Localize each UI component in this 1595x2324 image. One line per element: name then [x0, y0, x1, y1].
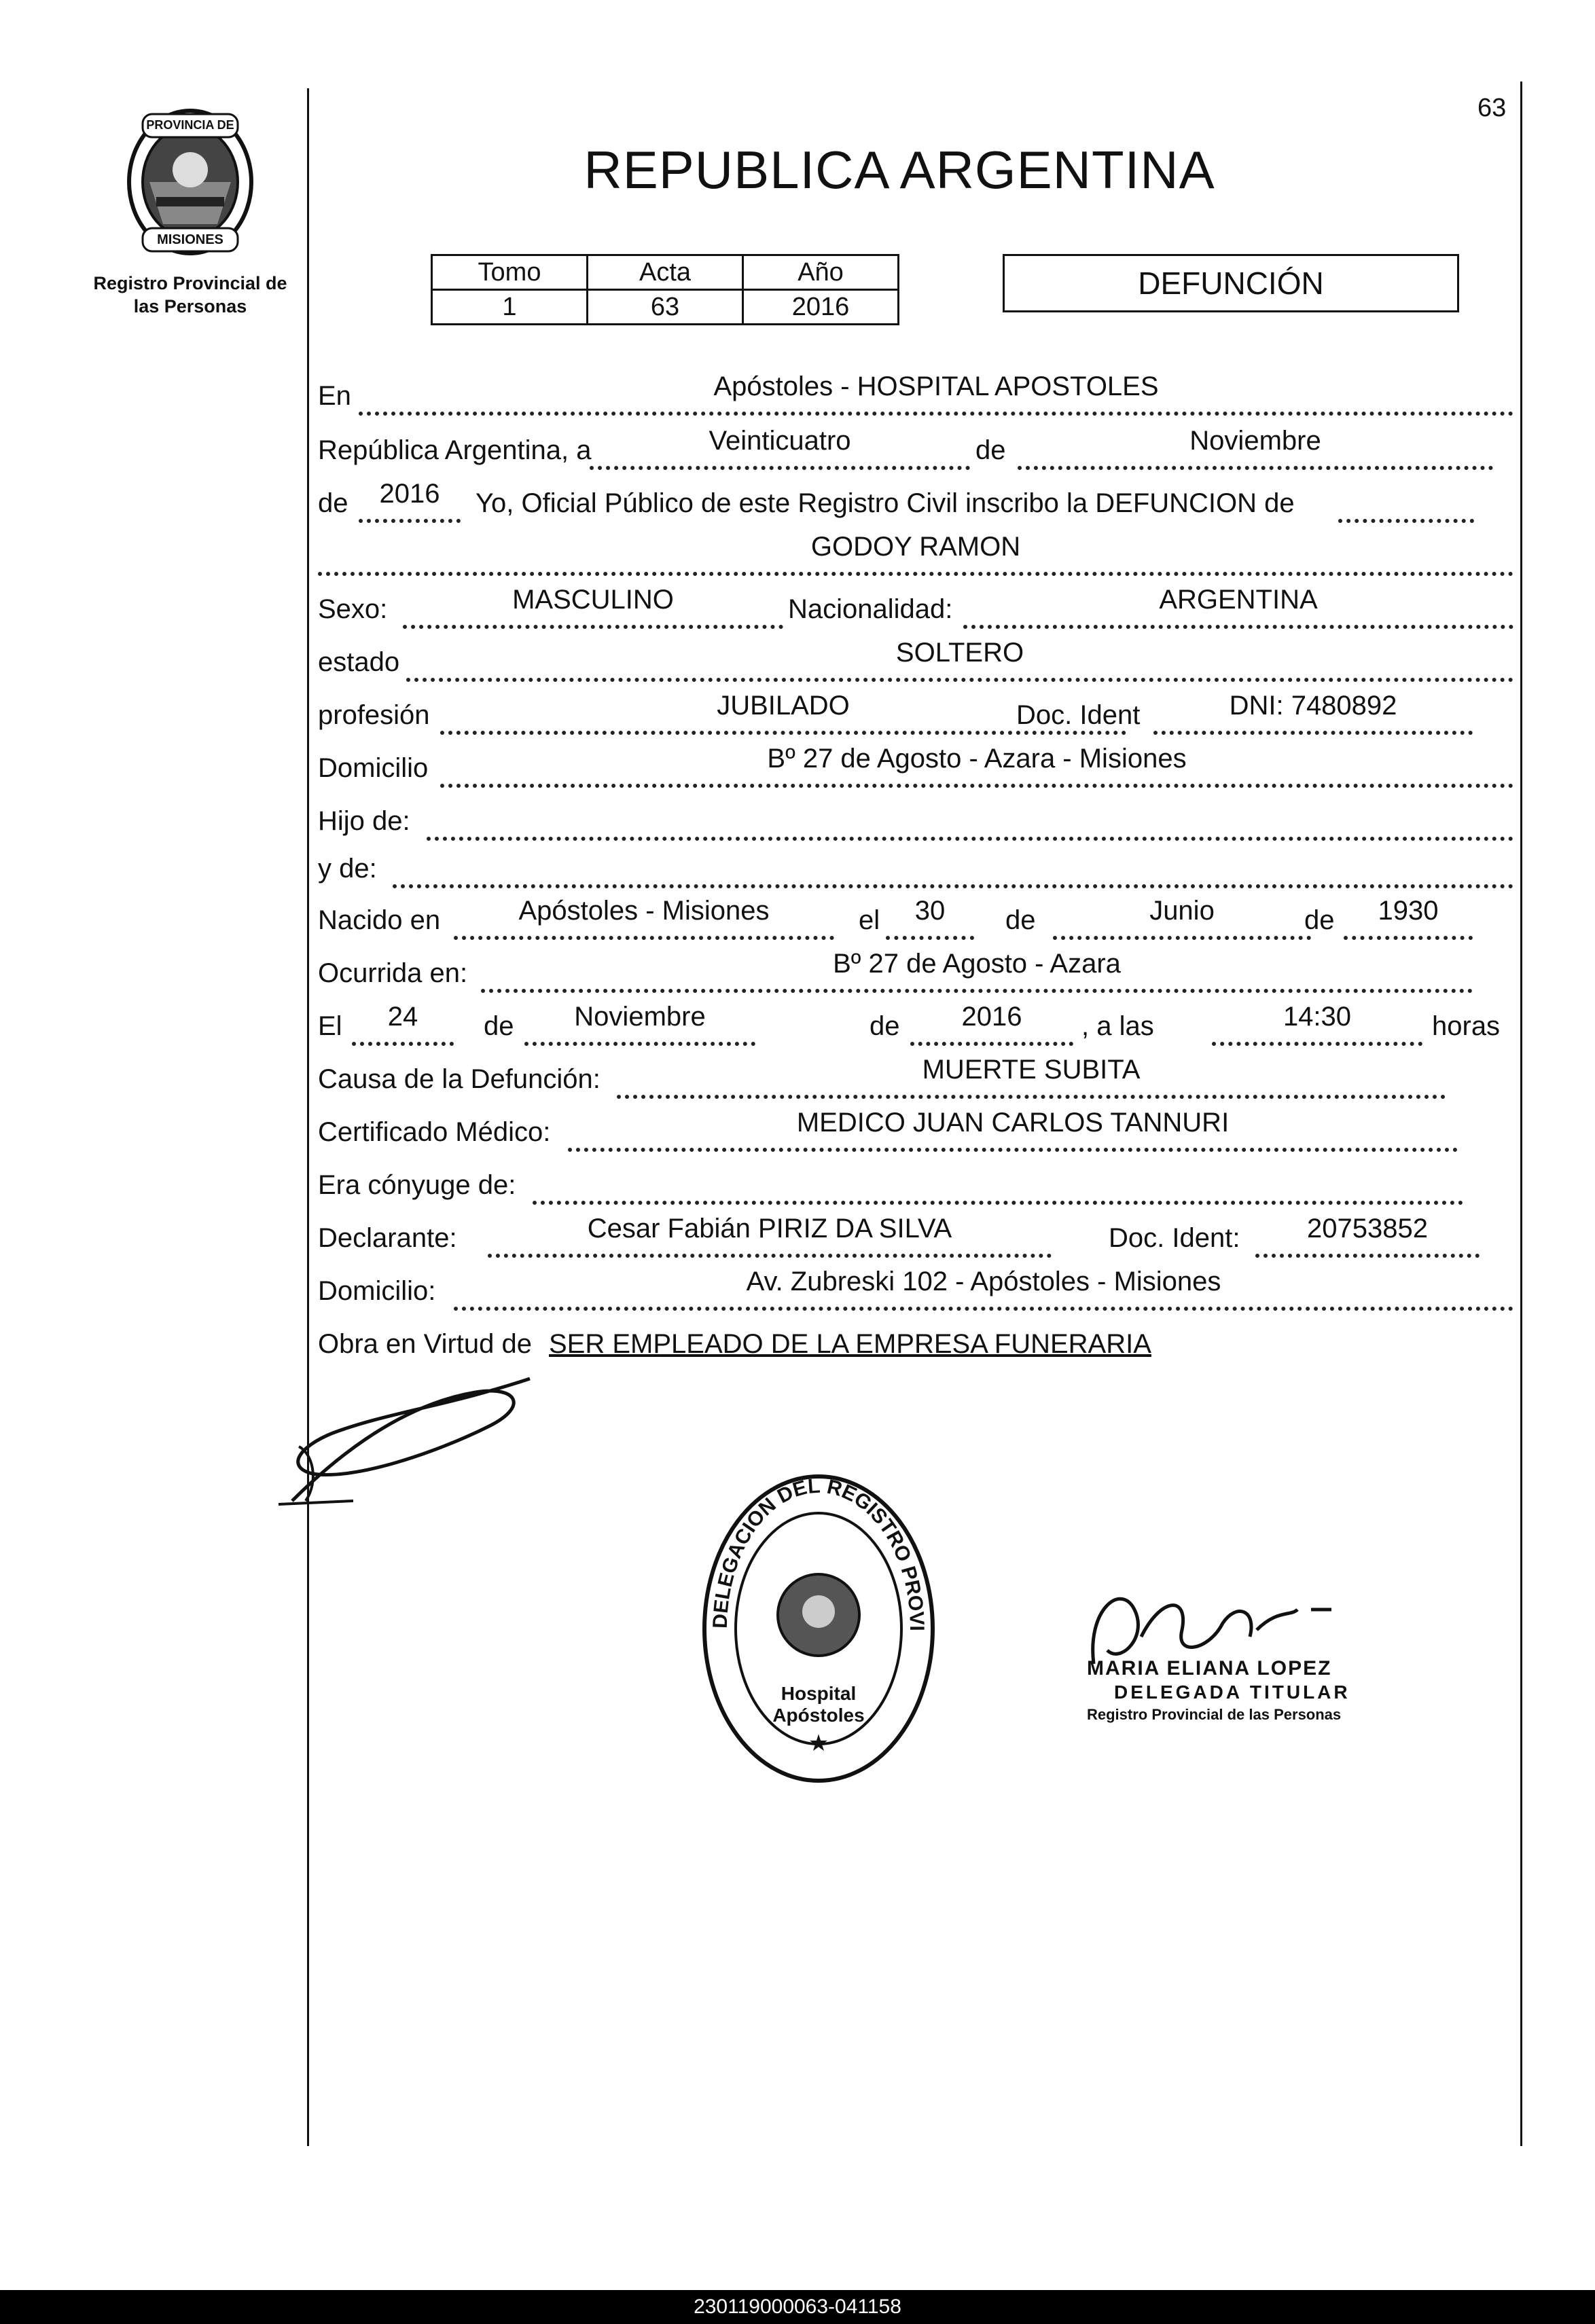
- sexo-field: [403, 587, 783, 629]
- obra-value: SER EMPLEADO DE LA EMPRESA FUNERARIA: [549, 1329, 1151, 1359]
- year-field: [359, 481, 461, 523]
- sexo-label: Sexo:: [318, 594, 388, 624]
- stamp-inner-text: Hospital Apóstoles: [772, 1683, 865, 1726]
- certificado-field: [568, 1110, 1458, 1152]
- el-label: El: [318, 1011, 342, 1041]
- row-sexo: [318, 587, 1513, 629]
- year-value: 2016: [379, 479, 440, 509]
- estado-field: [406, 640, 1513, 682]
- de-label-4: de: [1304, 905, 1335, 935]
- row-fecha-hora: [318, 1004, 1513, 1046]
- de-label-3: de: [1005, 905, 1036, 935]
- el-label-small: el: [859, 905, 880, 935]
- declarante-doc-field: [1255, 1216, 1480, 1258]
- nacionalidad-value: ARGENTINA: [1159, 585, 1318, 615]
- logo-text-top: PROVINCIA DE: [146, 118, 234, 132]
- official-name: MARIA ELIANA LOPEZ: [1087, 1657, 1332, 1680]
- declarante-value: Cesar Fabián PIRIZ DA SILVA: [587, 1214, 952, 1243]
- row-causa: [318, 1057, 1513, 1099]
- domicilio-label: Domicilio: [318, 753, 429, 783]
- row-declarante-domicilio: [318, 1269, 1513, 1311]
- death-month: Noviembre: [574, 1002, 706, 1032]
- stamp-outer-text: DELEGACION DEL REGISTRO PROVI: [709, 1474, 929, 1631]
- row-yde: [318, 846, 1513, 888]
- left-margin-line: [307, 88, 309, 2146]
- sexo-value: MASCULINO: [512, 585, 674, 615]
- republica-label: República Argentina, a: [318, 435, 592, 465]
- registry-caption: [82, 272, 299, 318]
- de-label-5: de: [484, 1011, 514, 1041]
- en-label: En: [318, 381, 351, 411]
- birth-year: 1930: [1378, 896, 1439, 926]
- row-ocurrida: [318, 951, 1513, 993]
- certificado-value: MEDICO JUAN CARLOS TANNURI: [796, 1108, 1230, 1138]
- birth-day-field: [886, 898, 974, 940]
- estado-value: SOLTERO: [895, 638, 1024, 668]
- day-text: Veinticuatro: [709, 426, 851, 456]
- birth-day: 30: [914, 896, 946, 926]
- conyuge-field: [533, 1163, 1463, 1205]
- registry-caption-line2: las Personas: [133, 296, 247, 316]
- ocurrida-field: [481, 951, 1473, 993]
- row-estado: [318, 640, 1513, 682]
- doc-label: Doc. Ident: [1016, 700, 1141, 730]
- doc-value: DNI: 7480892: [1229, 691, 1397, 721]
- de-label-1: de: [975, 435, 1006, 465]
- birth-month-field: [1053, 898, 1311, 940]
- domicilio-field: [440, 746, 1513, 788]
- row-en: [318, 371, 1513, 416]
- deceased-name-field: [318, 534, 1513, 576]
- registration-table: [431, 254, 899, 325]
- en-field: [359, 371, 1513, 416]
- row-domicilio: [318, 746, 1513, 788]
- row-obra: [318, 1322, 1513, 1364]
- hijo-field: [427, 799, 1513, 841]
- birth-year-field: [1344, 898, 1473, 940]
- alas-label: , a las: [1081, 1011, 1154, 1041]
- page-number: 63: [1477, 94, 1507, 122]
- de-label-6: de: [870, 1011, 900, 1041]
- page-title: REPUBLICA ARGENTINA: [584, 140, 1215, 200]
- tomo-header: Tomo: [432, 255, 588, 290]
- anio-value: 2016: [743, 290, 899, 325]
- doc-field: [1153, 693, 1473, 735]
- declarante-domicilio-field: [454, 1269, 1513, 1311]
- death-year: 2016: [961, 1002, 1022, 1032]
- logo-text-bottom: MISIONES: [157, 232, 223, 247]
- yde-field: [393, 846, 1513, 888]
- row-name: [318, 534, 1513, 576]
- registration-header-row: [432, 255, 899, 290]
- statement-text: Yo, Oficial Público de este Registro Civil inscribo la DEFUNCION de: [476, 488, 1295, 518]
- en-value: Apóstoles - HOSPITAL APOSTOLES: [713, 371, 1159, 401]
- death-day-field: [352, 1004, 454, 1046]
- hijo-label: Hijo de:: [318, 806, 410, 836]
- nacionalidad-field: [963, 587, 1513, 629]
- anio-header: Año: [743, 255, 899, 290]
- deceased-name: GODOY RAMON: [810, 532, 1021, 562]
- certificado-label: Certificado Médico:: [318, 1117, 551, 1147]
- row-nacido: [318, 898, 1513, 940]
- birth-month: Junio: [1149, 896, 1215, 926]
- causa-value: MUERTE SUBITA: [922, 1055, 1141, 1085]
- acta-header: Acta: [588, 255, 743, 290]
- day-field: [590, 428, 970, 470]
- row-certificado: [318, 1110, 1513, 1152]
- tomo-value: 1: [432, 290, 588, 325]
- row-conyuge: [318, 1163, 1513, 1205]
- de-label-2: de: [318, 488, 348, 518]
- row-republica: [318, 428, 1513, 470]
- death-year-field: [910, 1004, 1073, 1046]
- ocurrida-label: Ocurrida en:: [318, 958, 468, 988]
- svg-text:★: ★: [808, 1730, 829, 1756]
- month-text: Noviembre: [1189, 426, 1321, 456]
- nacido-value: Apóstoles - Misiones: [518, 896, 770, 926]
- delegation-stamp: [700, 1472, 937, 1785]
- death-time: 14:30: [1283, 1002, 1352, 1032]
- causa-field: [617, 1057, 1446, 1099]
- estado-label: estado: [318, 647, 400, 677]
- nacido-label: Nacido en: [318, 905, 441, 935]
- acta-value: 63: [588, 290, 743, 325]
- right-margin-line: [1520, 81, 1522, 2146]
- row-hijo: [318, 799, 1513, 841]
- death-day: 24: [387, 1002, 418, 1032]
- death-month-field: [524, 1004, 755, 1046]
- declarante-label: Declarante:: [318, 1223, 457, 1253]
- document-type-box: DEFUNCIÓN: [1003, 254, 1459, 312]
- footer-code: 230119000063-041158: [0, 2290, 1595, 2324]
- ocurrida-value: Bº 27 de Agosto - Azara: [833, 949, 1121, 979]
- row-declarante: [318, 1216, 1513, 1258]
- declarant-signature: [272, 1365, 557, 1514]
- yde-label: y de:: [318, 854, 377, 884]
- conyuge-label: Era cónyuge de:: [318, 1170, 516, 1200]
- domicilio-value: Bº 27 de Agosto - Azara - Misiones: [767, 744, 1187, 774]
- registry-caption-line1: Registro Provincial de: [93, 273, 287, 293]
- causa-label: Causa de la Defunción:: [318, 1064, 601, 1094]
- obra-label: Obra en Virtud de: [318, 1329, 533, 1359]
- month-field: [1018, 428, 1493, 470]
- horas-label: horas: [1432, 1011, 1501, 1041]
- official-subtitle: Registro Provincial de las Personas: [1087, 1706, 1342, 1723]
- profesion-label: profesión: [318, 700, 430, 730]
- profesion-value: JUBILADO: [717, 691, 850, 721]
- row-statement: [318, 481, 1513, 523]
- declarante-field: [488, 1216, 1052, 1258]
- declarante-domicilio-label: Domicilio:: [318, 1276, 436, 1306]
- death-time-field: [1212, 1004, 1422, 1046]
- registration-value-row: [432, 290, 899, 325]
- row-profesion: [318, 693, 1513, 735]
- declarante-doc-label: Doc. Ident:: [1109, 1223, 1240, 1253]
- nacido-field: [454, 898, 834, 940]
- nacionalidad-label: Nacionalidad:: [788, 594, 953, 624]
- statement-tail-field: [1338, 481, 1474, 523]
- declarante-doc-value: 20753852: [1307, 1214, 1428, 1243]
- official-title: DELEGADA TITULAR: [1114, 1682, 1350, 1703]
- declarante-domicilio-value: Av. Zubreski 102 - Apóstoles - Misiones: [746, 1267, 1221, 1296]
